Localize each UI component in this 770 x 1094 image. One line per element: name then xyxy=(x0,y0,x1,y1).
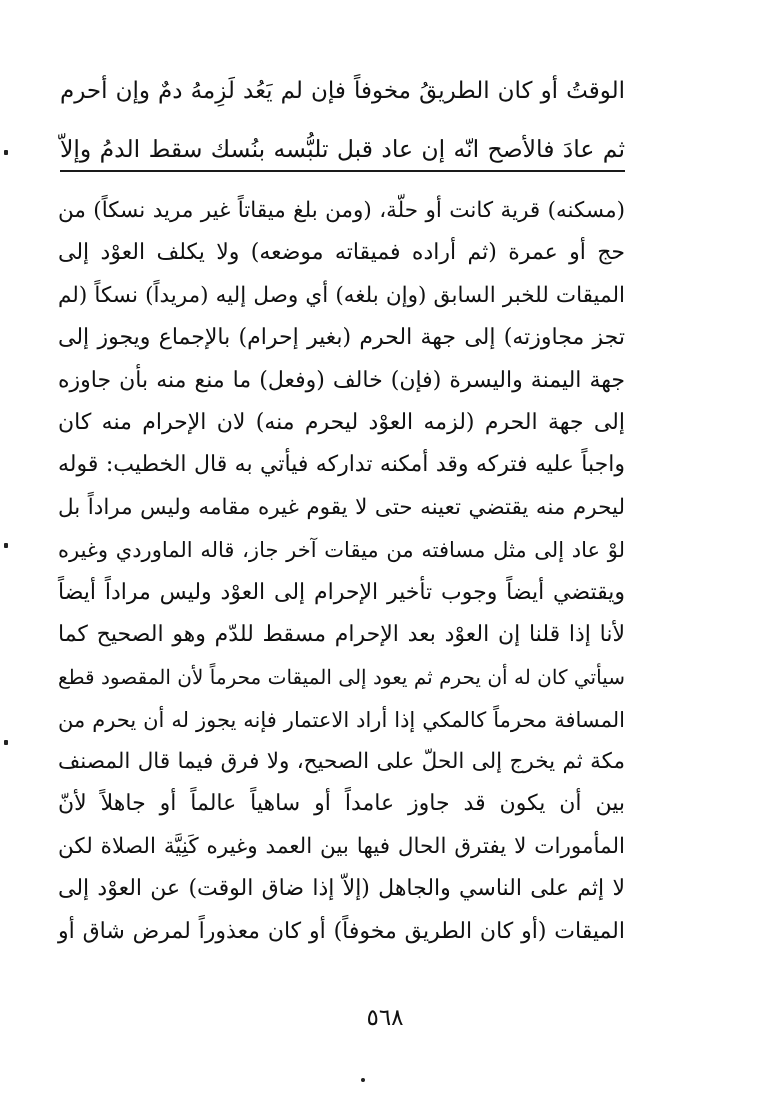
commentary-line: حج أو عمرة (ثم أراده فميقاته موضعه) ولا يكلف العوْد إلى xyxy=(58,240,625,266)
commentary-line: ليحرم منه يقتضي تعينه حتى لا يقوم غيره مقامه وليس مراداً بل xyxy=(58,494,625,520)
commentary-line: واجباً عليه فتركه وقد أمكنه تداركه فيأتي به قال الخطيب: قوله xyxy=(58,452,625,478)
page-number: ٥٦٨ xyxy=(366,1005,404,1031)
commentary-line: المأمورات لا يفترق الحال فيها بين العمد وغيره كَنِيَّة الصلاة لكن xyxy=(58,833,625,859)
commentary-line: تجز مجاوزته) إلى جهة الحرم (بغير إحرام) بالإجماع ويجوز إلى xyxy=(58,325,625,351)
commentary-line: مكة ثم يخرج إلى الحلّ على الصحيح، ولا فرق فيما قال المصنف xyxy=(58,749,625,775)
margin-dot xyxy=(4,543,8,548)
main-text-line: الوقتُ أو كان الطريقُ مخوفاً فإن لم يَعُد لَزِمهُ دمٌ وإن أحرم xyxy=(60,78,625,104)
commentary-line: ويقتضي أيضاً وجوب تأخير الإحرام إلى العوْد وليس مراداً أيضاً xyxy=(58,579,625,605)
commentary-line: الميقات (أو كان الطريق مخوفاً) أو كان معذوراً لمرض شاق أو xyxy=(58,918,625,944)
commentary-line: لأنا إذا قلنا إن العوْد بعد الإحرام مسقط للدّم وهو الصحيح كما xyxy=(58,621,625,647)
commentary-line: جهة اليمنة واليسرة (فإن) خالف (وفعل) ما منع منه بأن جاوزه xyxy=(58,367,625,393)
section-divider xyxy=(60,170,625,172)
commentary-line: إلى جهة الحرم (لزمه العوْد ليحرم منه) لان الإحرام منه كان xyxy=(58,409,625,435)
margin-dot xyxy=(361,1078,365,1082)
commentary-line: لوْ عاد إلى مثل مسافته من ميقات آخر جاز، قاله الماوردي وغيره xyxy=(58,538,625,563)
main-text-block xyxy=(60,62,625,178)
commentary-line: بين أن يكون قد جاوز عامداً أو ساهياً عالماً أو جاهلاً لأنّ xyxy=(58,791,625,817)
commentary-line: سيأتي كان له أن يحرم ثم يعود إلى الميقات محرماً لأن المقصود قطع xyxy=(58,665,625,690)
margin-dot xyxy=(4,150,8,155)
commentary-line: (مسكنه) قرية كانت أو حلّة، (ومن بلغ ميقاتاً غير مريد نسكاً) من xyxy=(58,198,625,223)
commentary-line: الميقات للخبر السابق (وإن بلغه) أي وصل إليه (مريداً) نسكاً (لم xyxy=(58,282,625,308)
commentary-block xyxy=(58,190,625,953)
commentary-line: المسافة محرماً كالمكي إذا أراد الاعتمار فإنه يجوز له أن يحرم من xyxy=(58,707,625,732)
main-text-line: ثم عادَ فالأصح انّه إن عاد قبل تلبُّسه بنُسك سقط الدمُ وإلاّ xyxy=(60,135,625,163)
commentary-line: لا إثم على الناسي والجاهل (إلاّ إذا ضاق الوقت) عن العوْد إلى xyxy=(58,876,625,902)
margin-dot xyxy=(4,740,8,745)
